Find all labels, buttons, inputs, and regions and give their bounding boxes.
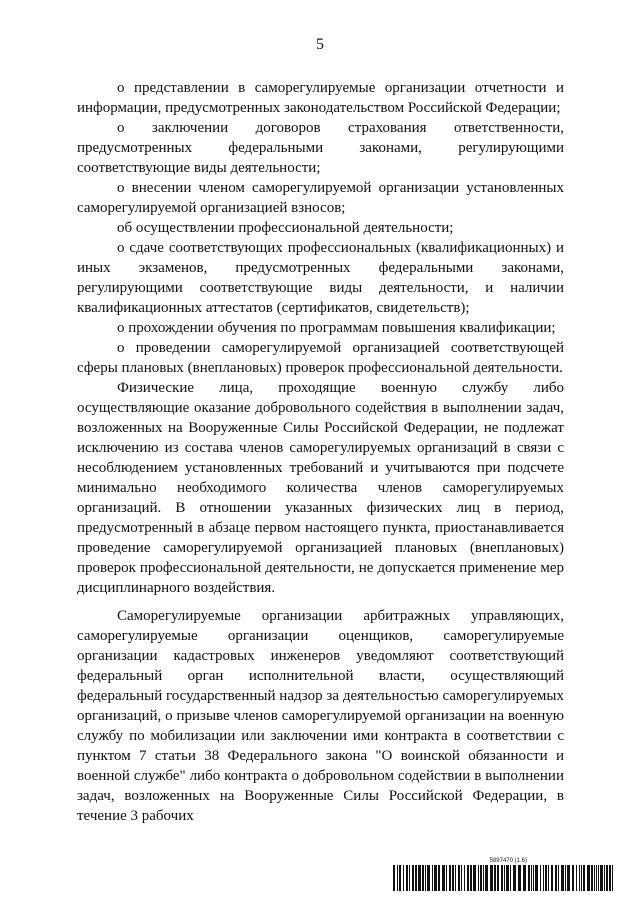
paragraph: о внесении членом саморегулируемой организации установленных саморегулируемой организацией взносов; — [77, 180, 564, 216]
paragraph: Физические лица, проходящие военную службу либо осуществляющие оказание добровольного содействия в выполнении задач, возложенных на Вооруженные Силы Российской Федерации, не подлежат исключению из состава членов саморегулируемых организаций в связи с несоблюдением установленных требований и учитываются при подсчете минимально необходимого количества членов саморегулируемых организаций. В отношении указанных физических лиц в период, предусмотренный в абзаце первом настоящего пункта, приостанавливается проведение саморегулируемой организацией плановых (внеплановых) проверок профессиональной деятельности, не допускается применение мер дисциплинарного воздействия. — [77, 380, 564, 596]
barcode-image — [393, 865, 613, 891]
paragraph: о сдаче соответствующих профессиональных (квалификационных) и иных экзаменов, предусмотренных федеральными законами, регулирующими соответствующие виды деятельности, и наличии квалификационных аттестатов (сертификатов, свидетельств); — [77, 240, 564, 316]
paragraph: о прохождении обучения по программам повышения квалификации; — [117, 320, 556, 336]
paragraph: об осуществлении профессиональной деятельности; — [117, 220, 454, 236]
document-body — [77, 78, 564, 826]
barcode-label: 5897470 (1.6) — [489, 858, 527, 864]
paragraph: Саморегулируемые организации арбитражных управляющих, саморегулируемые организации оценщиков, саморегулируемые организации кадастровых инженеров уведомляют соответствующий федеральный орган исполнительной власти, осуществляющий федеральный государственный надзор за деятельностью саморегулируемых организаций, о призыве членов саморегулируемой организации на военную службу по мобилизации или заключении ими контракта в соответствии с пунктом 7 статьи 38 Федерального закона "О воинской обязанности и военной службе" либо контракта о добровольном содействии в выполнении задач, возложенных на Вооруженные Силы Российской Федерации, в течение 3 рабочих — [77, 608, 564, 824]
paragraph: о заключении договоров страхования ответственности, предусмотренных федеральными законами, регулирующими соответствующие виды деятельности; — [77, 120, 564, 176]
paragraph: о проведении саморегулируемой организацией соответствующей сферы плановых (внеплановых) проверок профессиональной деятельности. — [77, 340, 564, 376]
page-number: 5 — [316, 36, 324, 53]
barcode-block — [393, 858, 613, 891]
paragraph-gap — [77, 598, 564, 606]
paragraph: о представлении в саморегулируемые организации отчетности и информации, предусмотренных законодательством Российской Федерации; — [77, 80, 564, 116]
